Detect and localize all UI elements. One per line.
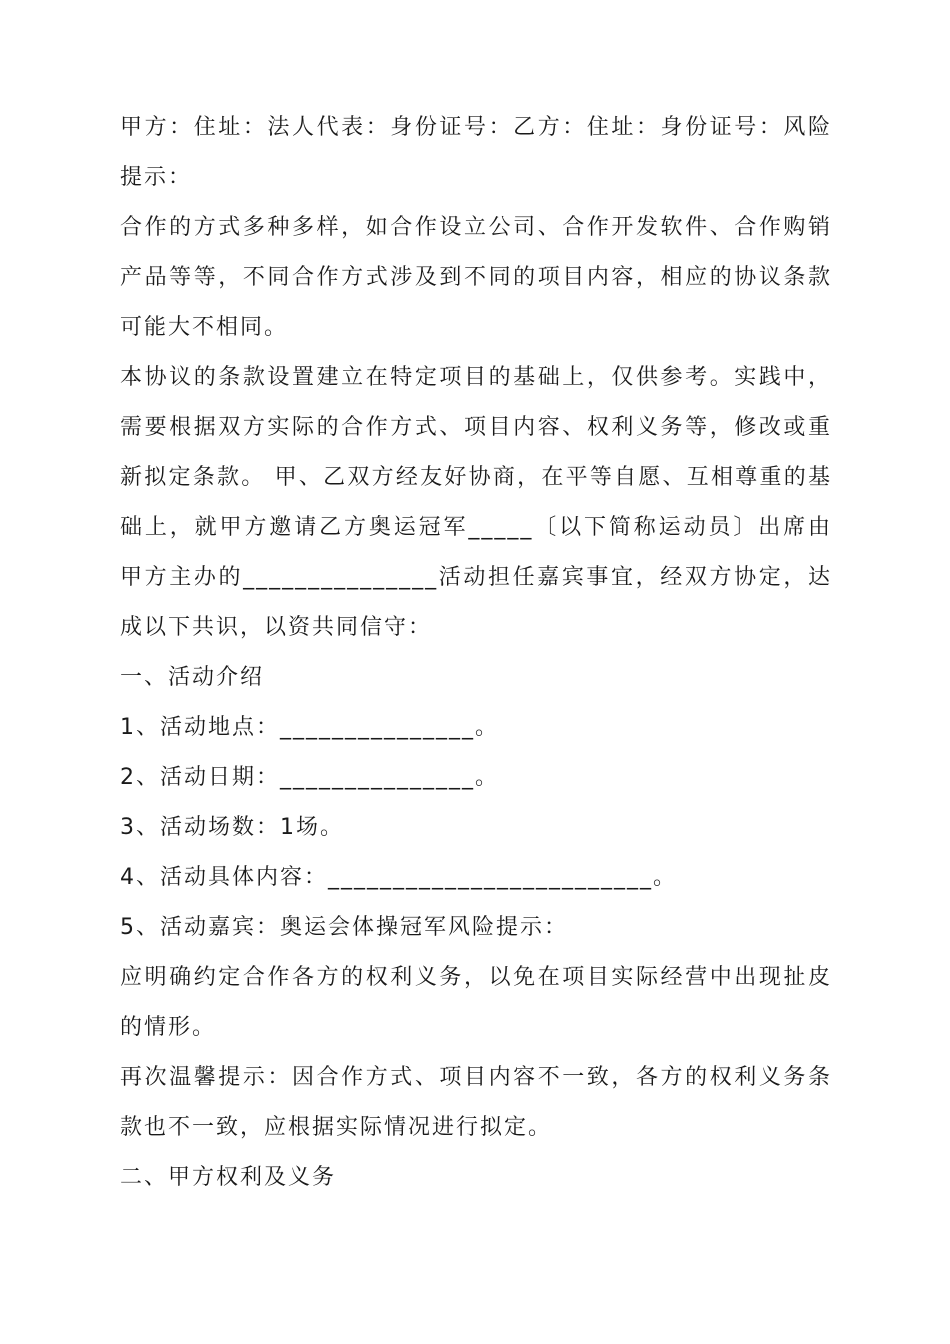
agreement-intro-paragraph: 本协议的条款设置建立在特定项目的基础上，仅供参考。实践中，需要根据双方实际的合作方式、项目内容、权利义务等，修改或重新拟定条款。 甲、乙双方经友好协商，在平等自愿、互相尊重的基础上，就甲方邀请乙方奥运冠军_____〔以下简称运动员〕出席由甲方主办的_______________活动担任嘉宾事宜，经双方协定，达成以下共识，以资共同信守： <box>120 365 832 640</box>
rights-obligations-note: 应明确约定合作各方的权利义务，以免在项目实际经营中出现扯皮的情形。 <box>120 965 832 1040</box>
reminder-paragraph: 再次温馨提示：因合作方式、项目内容不一致，各方的权利义务条款也不一致，应根据实际情况进行拟定。 <box>120 1065 832 1140</box>
party-info-paragraph: 甲方：住址：法人代表：身份证号：乙方：住址：身份证号：风险提示： <box>120 115 832 190</box>
section-heading-activity: 一、活动介绍 <box>120 665 265 690</box>
activity-guest-line: 5、活动嘉宾：奥运会体操冠军风险提示： <box>120 915 568 940</box>
section-heading-party-a: 二、甲方权利及义务 <box>120 1165 337 1190</box>
document-body <box>120 103 832 1203</box>
risk-note-paragraph: 合作的方式多种多样，如合作设立公司、合作开发软件、合作购销产品等等，不同合作方式涉及到不同的项目内容，相应的协议条款可能大不相同。 <box>120 215 832 340</box>
activity-date-line: 2、活动日期：_______________。 <box>120 765 499 790</box>
activity-content-line: 4、活动具体内容：_________________________。 <box>120 865 677 890</box>
activity-location-line: 1、活动地点：_______________。 <box>120 715 499 740</box>
activity-sessions-line: 3、活动场数：1场。 <box>120 815 344 840</box>
